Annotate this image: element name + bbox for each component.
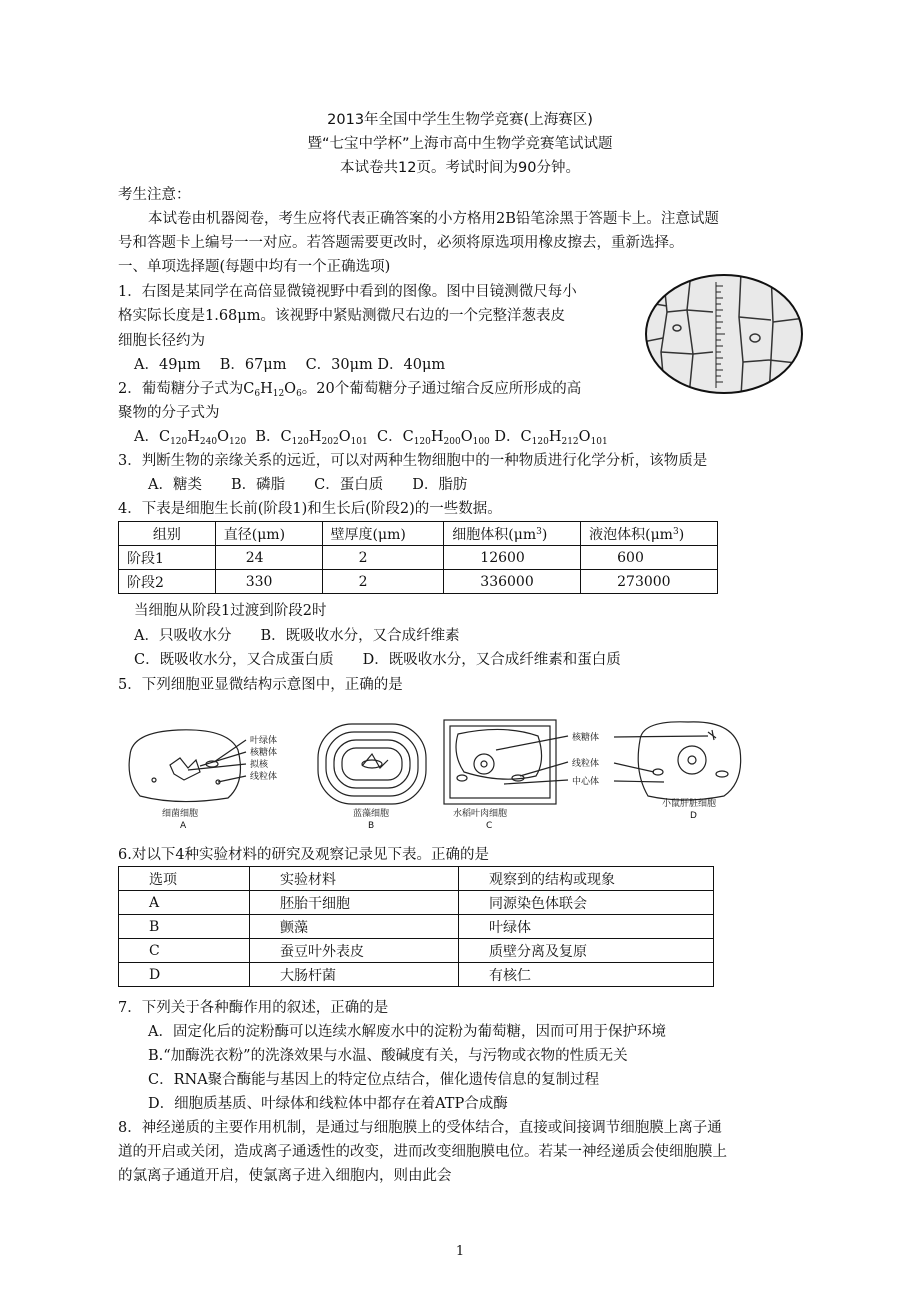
table-cell: 273000: [581, 570, 718, 594]
q2-options: A．$C_{120}H_{240}O_{120}$ B．$C_{120}H_{202}O_{101}$ C．$C_{120}H_{200}O_{100}$ D．$C_{120}H_{212}O_{101}$: [134, 429, 608, 447]
q7-option-d: D．细胞质基质、叶绿体和线粒体中都存在着ATP合成酶: [148, 1096, 508, 1112]
table-cell: 大肠杆菌: [250, 963, 459, 987]
table-header-cell: 实验材料: [250, 867, 459, 891]
label-nucleoid: 拟核: [250, 760, 269, 770]
table-row: [119, 570, 718, 594]
q7-line-1: 7．下列关于各种酶作用的叙述，正确的是: [118, 1000, 389, 1016]
table-header-cell: 直径(μm): [215, 522, 322, 546]
label-ribosome-d: 核糖体: [572, 733, 600, 743]
notice-line-1: 本试卷由机器阅卷，考生应将代表正确答案的小方格用2B铅笔涂黑于答题卡上。注意试题: [148, 211, 719, 227]
q1-line-3: 细胞长径约为: [118, 333, 205, 349]
table-cell: 蚕豆叶外表皮: [250, 939, 459, 963]
letter-a: A: [180, 821, 187, 831]
rice-leaf-cell-diagram: [444, 720, 568, 804]
q3-options: A．糖类 B．磷脂 C．蛋白质 D．脂肪: [148, 477, 468, 493]
q8-line-1: 8．神经递质的主要作用机制，是通过与细胞膜上的受体结合，直接或间接调节细胞膜上离子通: [118, 1120, 722, 1136]
table-row: [119, 939, 714, 963]
page-number: 1: [455, 1244, 465, 1259]
q4-options-1: A．只吸收水分 B．既吸收水分，又合成纤维素: [134, 628, 460, 644]
section-heading: 一、单项选择题(每题中均有一个正确选项): [118, 259, 391, 275]
notice-line-2: 号和答题卡上编号一一对应。若答题需要更改时，必须将原选项用橡皮擦去，重新选择。: [118, 235, 684, 251]
table-header-cell: 观察到的结构或现象: [459, 867, 714, 891]
q3-line-1: 3．判断生物的亲缘关系的远近，可以对两种生物细胞中的一种物质进行化学分析，该物质是: [118, 453, 708, 469]
table-cell: 24: [215, 546, 322, 570]
table-cell: 胚胎干细胞: [250, 891, 459, 915]
q5-line-1: 5．下列细胞亚显微结构示意图中，正确的是: [118, 677, 403, 693]
caption-a: 细菌细胞: [162, 809, 199, 819]
q6-data-table: [118, 866, 714, 987]
table-cell: C: [119, 939, 250, 963]
q1-options: A．49μm B．67μm C．30μm D．40μm: [134, 357, 446, 373]
q4-line-1: 4．下表是细胞生长前(阶段1)和生长后(阶段2)的一些数据。: [118, 501, 502, 517]
caption-b: 蓝藻细胞: [353, 809, 390, 819]
table-cell: 质壁分离及复原: [459, 939, 714, 963]
caption-c: 水稻叶肉细胞: [453, 809, 508, 819]
table-cell: 叶绿体: [459, 915, 714, 939]
table-cell: 12600: [444, 546, 581, 570]
table-cell: B: [119, 915, 250, 939]
label-mitochondrion-d: 线粒体: [572, 759, 600, 769]
table-cell: 阶段2: [119, 570, 216, 594]
table-cell: 2: [322, 570, 444, 594]
q4-options-2: C．既吸收水分，又合成蛋白质 D．既吸收水分，又合成纤维素和蛋白质: [134, 652, 621, 668]
label-centrosome: 中心体: [572, 777, 600, 787]
letter-d: D: [690, 811, 697, 821]
q8-line-2: 道的开启或关闭，造成离子通透性的改变，进而改变细胞膜电位。若某一神经递质会使细胞膜上: [118, 1144, 727, 1160]
table-cell: 336000: [444, 570, 581, 594]
table-row: [119, 546, 718, 570]
table-cell: 颤藻: [250, 915, 459, 939]
table-cell: 阶段1: [119, 546, 216, 570]
table-cell: A: [119, 891, 250, 915]
label-ribosome: 核糖体: [250, 748, 278, 758]
letter-b: B: [368, 821, 375, 831]
table-header-cell: 壁厚度(μm): [322, 522, 444, 546]
label-mitochondrion: 线粒体: [250, 772, 278, 782]
q1-line-2: 格实际长度是1.68μm。该视野中紧贴测微尺右边的一个完整洋葱表皮: [118, 308, 565, 324]
table-cell: 330: [215, 570, 322, 594]
table-header-cell: 组别: [119, 522, 216, 546]
cyanobacteria-diagram: [318, 724, 426, 804]
table-cell: D: [119, 963, 250, 987]
notice-heading: 考生注意：: [118, 187, 191, 203]
table-cell: 2: [322, 546, 444, 570]
q8-line-3: 的氯离子通道开启，使氯离子进入细胞内，则由此会: [118, 1168, 452, 1184]
table-row: [119, 891, 714, 915]
letter-c: C: [486, 821, 493, 831]
table-header-cell: 选项: [119, 867, 250, 891]
title-line-3: 本试卷共12页。考试时间为90分钟。: [340, 160, 580, 176]
q7-option-b: B.“加酶洗衣粉”的洗涤效果与水温、酸碱度有关，与污物或衣物的性质无关: [148, 1048, 628, 1064]
q1-line-1: 1．右图是某同学在高倍显微镜视野中看到的图像。图中目镜测微尺每小: [118, 284, 577, 300]
bacterial-cell-diagram: [129, 730, 246, 802]
q7-option-a: A．固定化后的淀粉酶可以连续水解废水中的淀粉为葡萄糖，因而可用于保护环境: [148, 1024, 666, 1040]
table-header-cell: 细胞体积$(\mu m^3)$: [444, 522, 581, 546]
table-cell: 600: [581, 546, 718, 570]
table-header-cell: 液泡体积$(\mu m^3)$: [581, 522, 718, 546]
table-header-row: [119, 522, 718, 546]
q7-option-c: C．RNA聚合酶能与基因上的特定位点结合，催化遗传信息的复制过程: [148, 1072, 600, 1088]
q2-line-1: 2．葡萄糖分子式为$C_6H_{12}O_6$。20个葡萄糖分子通过缩合反应所形成的高: [118, 381, 582, 399]
table-header-row: [119, 867, 714, 891]
title-line-2: 暨“七宝中学杯”上海市高中生物学竞赛笔试试题: [307, 136, 613, 152]
table-row: [119, 915, 714, 939]
table-cell: 有核仁: [459, 963, 714, 987]
q4-stem: 当细胞从阶段1过渡到阶段2时: [134, 603, 327, 619]
q6-line-1: 6.对以下4种实验材料的研究及观察记录见下表。正确的是: [118, 847, 490, 863]
table-row: [119, 963, 714, 987]
q2-line-2: 聚物的分子式为: [118, 405, 220, 421]
q4-data-table: [118, 521, 718, 594]
table-cell: 同源染色体联会: [459, 891, 714, 915]
cell-structure-diagrams: [118, 710, 758, 835]
label-chloroplast: 叶绿体: [250, 736, 278, 746]
mouse-liver-cell-diagram: [614, 722, 741, 800]
onion-cell-micrograph: [643, 272, 805, 396]
title-line-1: 2013年全国中学生生物学竞赛(上海赛区): [327, 112, 593, 128]
caption-d: 小鼠肝脏细胞: [662, 799, 717, 809]
